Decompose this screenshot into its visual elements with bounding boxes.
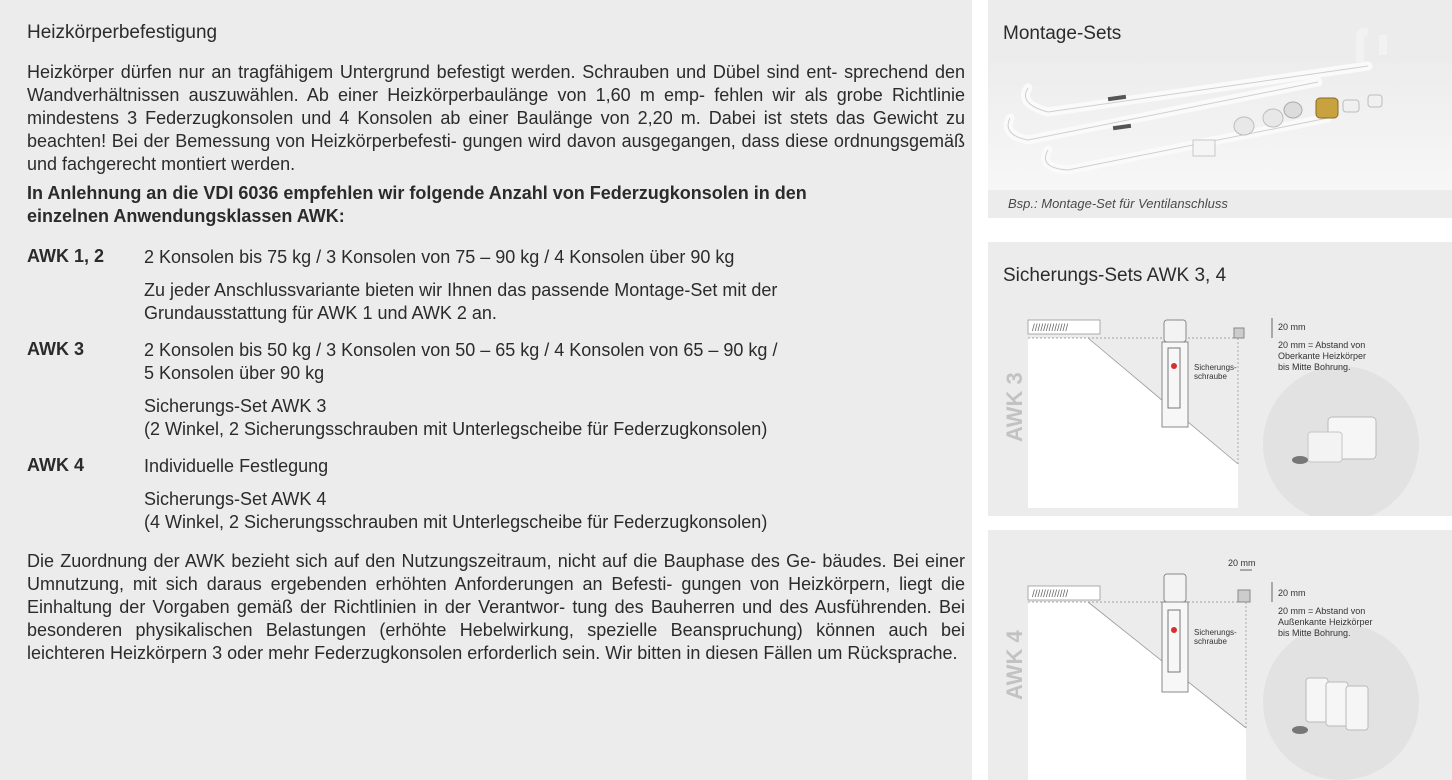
awk-3-block [27, 339, 965, 441]
recommendation-heading [27, 182, 965, 228]
montage-sets-box [988, 0, 1452, 218]
montage-sets-title: Montage-Sets [1003, 23, 1122, 44]
recommendation-line: einzelnen Anwendungsklassen AWK: [27, 206, 345, 226]
awk-1-2-line: 2 Konsolen bis 75 kg / 3 Konsolen von 75 – 90 kg / 4 Konsolen über 90 kg [144, 247, 735, 267]
awk-4-side-label: AWK 4 [1002, 630, 1027, 700]
awk-4-dim-label: 20 mm [1278, 588, 1306, 598]
recommendation-line: In Anlehnung an die VDI 6036 empfehlen wir folgende Anzahl von Federzugkonsolen in den [27, 183, 807, 203]
intro-line: gungen wird davon ausgegangen, dass diese ordnungsgemäß und fachgerecht montiert werden. [27, 131, 965, 174]
awk-3-label: AWK 3 [27, 339, 85, 359]
svg-text://///////////: ///////////// [1032, 589, 1069, 600]
awk-4-note: 20 mm = Abstand von Außenkante Heizkörper bis Mitte Bohrung. [1278, 606, 1373, 638]
awk-3-dim-label: 20 mm [1278, 322, 1306, 332]
awk-1-2-block [27, 246, 965, 325]
outro-line: bäudes. Bei einer Umnutzung, mit sich daraus ergebenden erhöhten Anforderungen an Befesti- [27, 551, 965, 594]
intro-line: Heizkörper dürfen nur an tragfähigem Untergrund befestigt werden. Schrauben und Dübel sind ent- [27, 62, 838, 82]
outro-paragraph [27, 550, 965, 665]
awk-4-dim-top-label: 20 mm [1228, 558, 1256, 568]
awk-3-screw-label: Sicherungs- schraube [1194, 363, 1237, 381]
awk-1-2-label: AWK 1, 2 [27, 246, 105, 266]
awk-4-block [27, 455, 965, 534]
awk-3-note: 20 mm = Abstand von Oberkante Heizkörper bis Mitte Bohrung. [1278, 340, 1367, 372]
montage-set-photo [988, 0, 1452, 218]
awk-3-line: Sicherungs-Set AWK 3 (2 Winkel, 2 Sicherungsschrauben mit Unterlegscheibe für Federzugkonsolen) [144, 396, 768, 439]
intro-line: fehlen wir als grobe Richtlinie mindestens 3 Federzugkonsolen und 4 Konsolen ab einer Baulänge [27, 85, 965, 128]
outro-line: Federzugkonsolen erforderlich sein. Wir bitten in diesen Fällen um Rücksprache. [314, 643, 958, 663]
intro-paragraph [27, 61, 965, 176]
intro-line: sprechend den Wandverhältnissen auszuwählen. Ab einer Heizkörperbaulänge von 1,60 m emp- [27, 62, 965, 105]
sicherungs-sets-title: Sicherungs-Sets AWK 3, 4 [1003, 265, 1227, 286]
awk-4-diagram [988, 530, 1452, 780]
awk-3-line: 2 Konsolen bis 50 kg / 3 Konsolen von 50 – 65 kg / 4 Konsolen von 65 – 90 kg / 5 Konsolen über 90 kg [144, 340, 778, 383]
intro-line: von 2,20 m. Dabei ist stets das Gewicht zu beachten! Bei der Bemessung von Heizkörperbefesti- [27, 108, 965, 151]
outro-line: tung des Bauherren und des Ausführenden. Bei besonderen physikalischen Belastungen (erhöhte [27, 597, 965, 640]
outro-line: Die Zuordnung der AWK bezieht sich auf den Nutzungszeitraum, nicht auf die Bauphase des Ge- [27, 551, 817, 571]
awk-4-label: AWK 4 [27, 455, 85, 475]
awk-3-side-label: AWK 3 [1002, 372, 1027, 442]
awk-4-line: Sicherungs-Set AWK 4 (4 Winkel, 2 Sicherungsschrauben mit Unterlegscheibe für Federzugkonsolen) [144, 489, 768, 532]
sicherungs-sets-box [988, 242, 1452, 516]
awk-1-2-line: Zu jeder Anschlussvariante bieten wir Ihnen das passende Montage-Set mit der Grundausstattung für AWK 1 und AWK 2 an. [144, 280, 778, 323]
section-heading: Heizkörperbefestigung [27, 22, 218, 43]
svg-text://///////////: ///////////// [1032, 323, 1069, 334]
outro-line: gungen von Heizkörpern, liegt die Einhaltung der Vorgaben gemäß der Richtlinien in der Verantwor- [27, 574, 965, 617]
awk-4-screw-label: Sicherungs- schraube [1194, 628, 1237, 646]
awk-4-line: Individuelle Festlegung [144, 456, 329, 476]
montage-caption: Bsp.: Montage-Set für Ventilanschluss [1008, 196, 1228, 211]
outro-line: Hebelwirkung, spezielle Beanspruchung) können auch bei leichteren Heizkörpern 3 oder mehr [27, 620, 965, 663]
awk-4-box [988, 530, 1452, 780]
